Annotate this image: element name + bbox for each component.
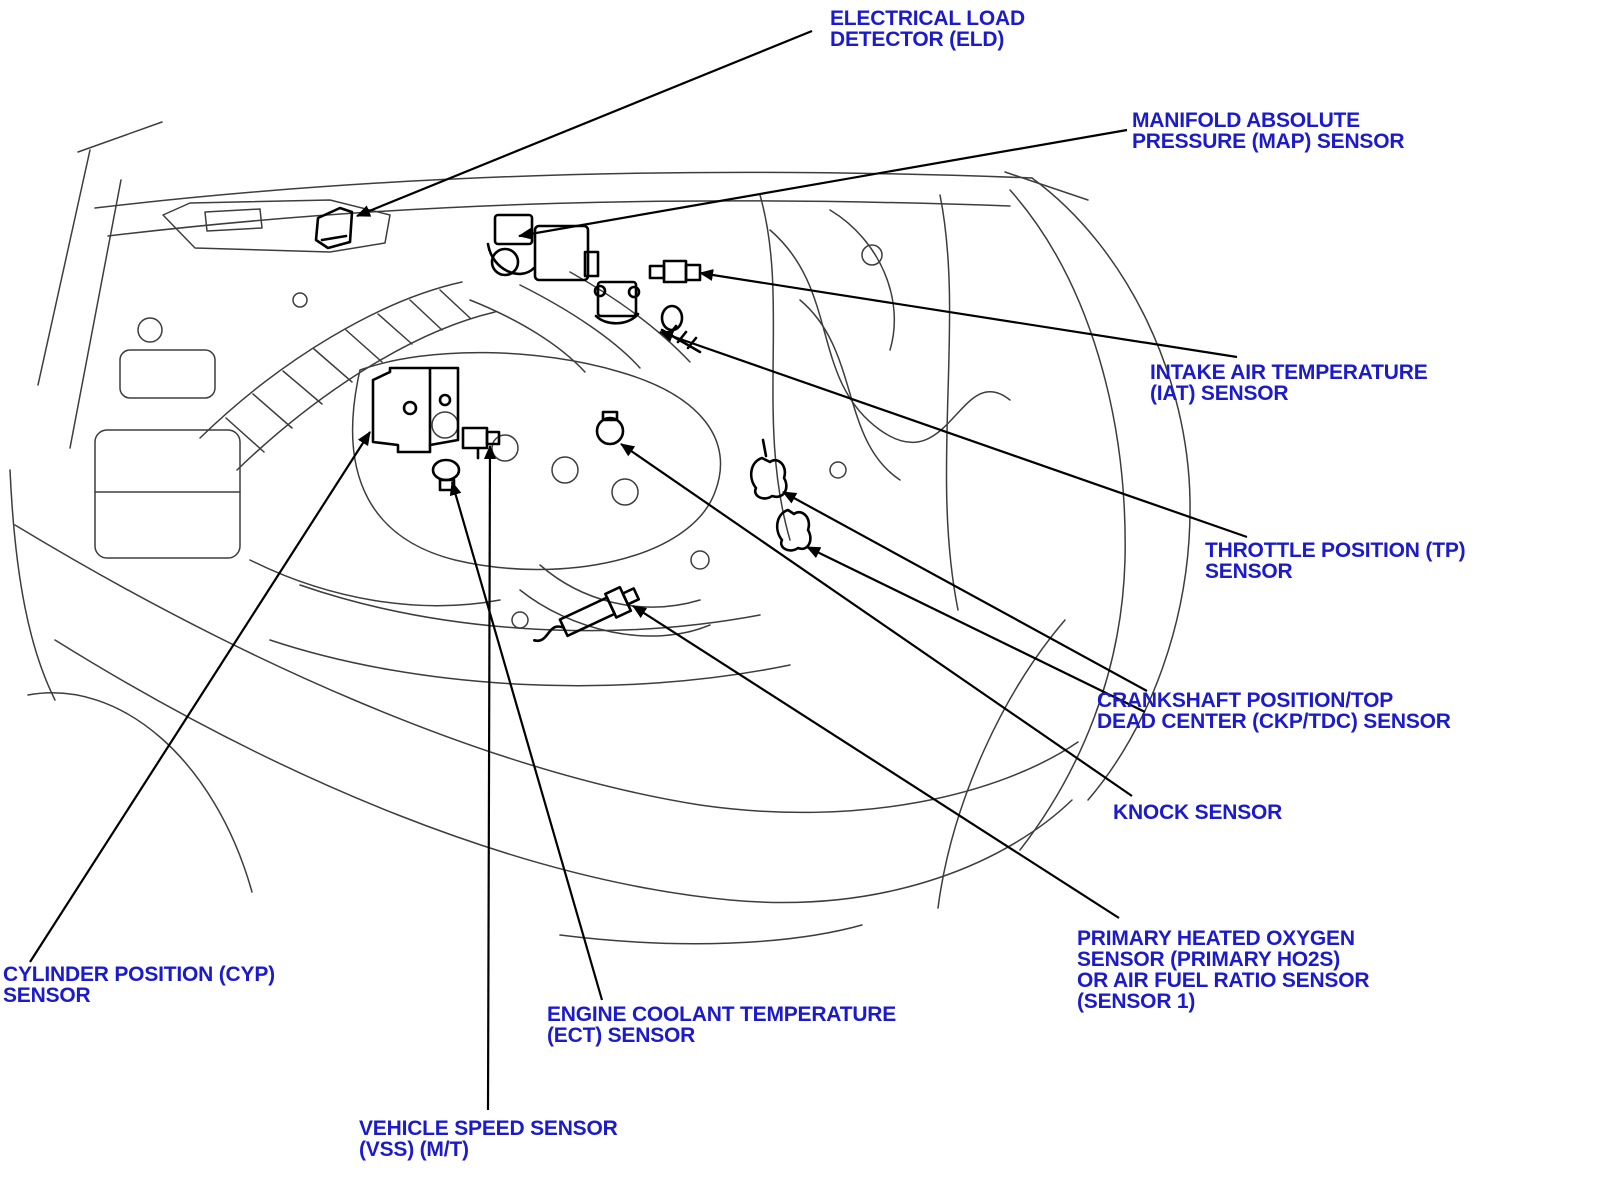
sensor-label-ho2s bbox=[1077, 928, 1369, 1012]
subframe-2 bbox=[270, 640, 790, 686]
plug-well-4 bbox=[612, 479, 638, 505]
valve-cover bbox=[353, 353, 721, 570]
sensor-label-line: INTAKE AIR TEMPERATURE bbox=[1150, 361, 1428, 384]
sensor-glyphs bbox=[316, 208, 810, 653]
sensor-label-line: VEHICLE SPEED SENSOR bbox=[359, 1117, 618, 1140]
sensor-label-line: ENGINE COOLANT TEMPERATURE bbox=[547, 1003, 897, 1026]
map-sensor-glyph bbox=[488, 215, 534, 275]
cowl-line-lower bbox=[108, 201, 1010, 236]
leader-ckp-a bbox=[783, 492, 1147, 691]
grille-line bbox=[560, 925, 862, 944]
sensor-label-line: MANIFOLD ABSOLUTE bbox=[1132, 109, 1360, 132]
radiator-hose bbox=[250, 560, 500, 606]
harness-2 bbox=[800, 300, 900, 480]
intake-duct-ribs bbox=[226, 290, 470, 452]
sensor-label-line: (IAT) SENSOR bbox=[1150, 382, 1289, 405]
intake-duct-rail-1 bbox=[200, 282, 462, 438]
knock-sensor-glyph bbox=[597, 412, 623, 444]
hood-edge-left-inner bbox=[70, 180, 121, 448]
ckp-tdc-sensor-glyph-b bbox=[777, 510, 810, 550]
sensor-label-ckp bbox=[1097, 690, 1451, 732]
firewall-line-2 bbox=[940, 195, 958, 610]
fuse-box-inner bbox=[205, 209, 262, 231]
sensor-label-map bbox=[1132, 110, 1404, 152]
sensor-label-tp bbox=[1205, 540, 1465, 582]
bumper-sweep-upper bbox=[15, 525, 1078, 812]
sensor-label-line: SENSOR bbox=[1205, 560, 1293, 583]
sensor-label-eld bbox=[830, 8, 1025, 50]
sensor-label-line: (SENSOR 1) bbox=[1077, 990, 1196, 1013]
car-body-art bbox=[10, 122, 1190, 944]
harness-3 bbox=[830, 210, 894, 350]
sensor-label-line: KNOCK SENSOR bbox=[1113, 801, 1283, 824]
iat-sensor-glyph bbox=[650, 261, 700, 282]
sensor-label-line: ELECTRICAL LOAD bbox=[830, 7, 1025, 30]
plug-well-2 bbox=[492, 435, 518, 461]
sensor-label-line: THROTTLE POSITION (TP) bbox=[1205, 539, 1466, 562]
sensor-label-line: PRESSURE (MAP) SENSOR bbox=[1132, 130, 1405, 153]
leader-knock bbox=[621, 444, 1132, 796]
leader-ho2s bbox=[633, 606, 1119, 918]
sensor-label-line: CYLINDER POSITION (CYP) bbox=[3, 963, 275, 986]
intake-duct-rail-2 bbox=[237, 312, 495, 470]
body-left-lower bbox=[10, 470, 55, 700]
sensor-label-vss bbox=[359, 1118, 618, 1160]
sensor-label-iat bbox=[1150, 362, 1428, 404]
plug-well-1 bbox=[432, 412, 458, 438]
hood-corner-right bbox=[1005, 172, 1088, 200]
bolt-e bbox=[293, 293, 307, 307]
sensor-label-line: DETECTOR (ELD) bbox=[830, 28, 1005, 51]
leader-lines bbox=[30, 28, 1247, 1110]
sensor-label-line: SENSOR bbox=[3, 984, 91, 1007]
sensor-label-line: DEAD CENTER (CKP/TDC) SENSOR bbox=[1097, 710, 1451, 733]
sensor-label-ect bbox=[547, 1004, 896, 1046]
sensor-label-line: OR AIR FUEL RATIO SENSOR bbox=[1077, 969, 1370, 992]
leader-iat bbox=[700, 273, 1237, 357]
bolt-a bbox=[138, 318, 162, 342]
sensor-label-line: (ECT) SENSOR bbox=[547, 1024, 696, 1047]
leader-vss bbox=[488, 446, 490, 1110]
tp-sensor-glyph bbox=[595, 282, 639, 323]
bolt-b bbox=[691, 551, 709, 569]
ect-sensor-glyph bbox=[433, 460, 459, 490]
plug-well-3 bbox=[552, 457, 578, 483]
bolt-c bbox=[830, 462, 846, 478]
air-cleaner-box bbox=[95, 430, 240, 558]
sensor-label-line: CRANKSHAFT POSITION/TOP bbox=[1097, 689, 1394, 712]
sensor-label-line: SENSOR (PRIMARY HO2S) bbox=[1077, 948, 1341, 971]
sensor-label-cyp bbox=[3, 964, 275, 1006]
headlight-housing bbox=[120, 350, 215, 398]
distributor-cyp-glyph bbox=[373, 368, 458, 452]
ckp-tdc-sensor-glyph-a bbox=[751, 440, 786, 498]
leader-eld bbox=[357, 31, 812, 216]
leader-cyp bbox=[30, 432, 370, 962]
bolt-f bbox=[512, 612, 528, 628]
sensor-label-line: (VSS) (M/T) bbox=[359, 1138, 469, 1161]
idle-control-unit-glyph bbox=[535, 226, 598, 280]
engine-art bbox=[95, 195, 1010, 686]
hood-corner-left bbox=[78, 122, 162, 152]
harness-1 bbox=[770, 230, 1010, 442]
hood-edge-left bbox=[38, 150, 90, 385]
sensor-label-line: PRIMARY HEATED OXYGEN bbox=[1077, 927, 1355, 950]
leader-ect bbox=[452, 482, 602, 1000]
subframe-1 bbox=[300, 585, 760, 631]
bolt-d bbox=[862, 245, 882, 265]
sensor-label-knock bbox=[1113, 802, 1282, 823]
